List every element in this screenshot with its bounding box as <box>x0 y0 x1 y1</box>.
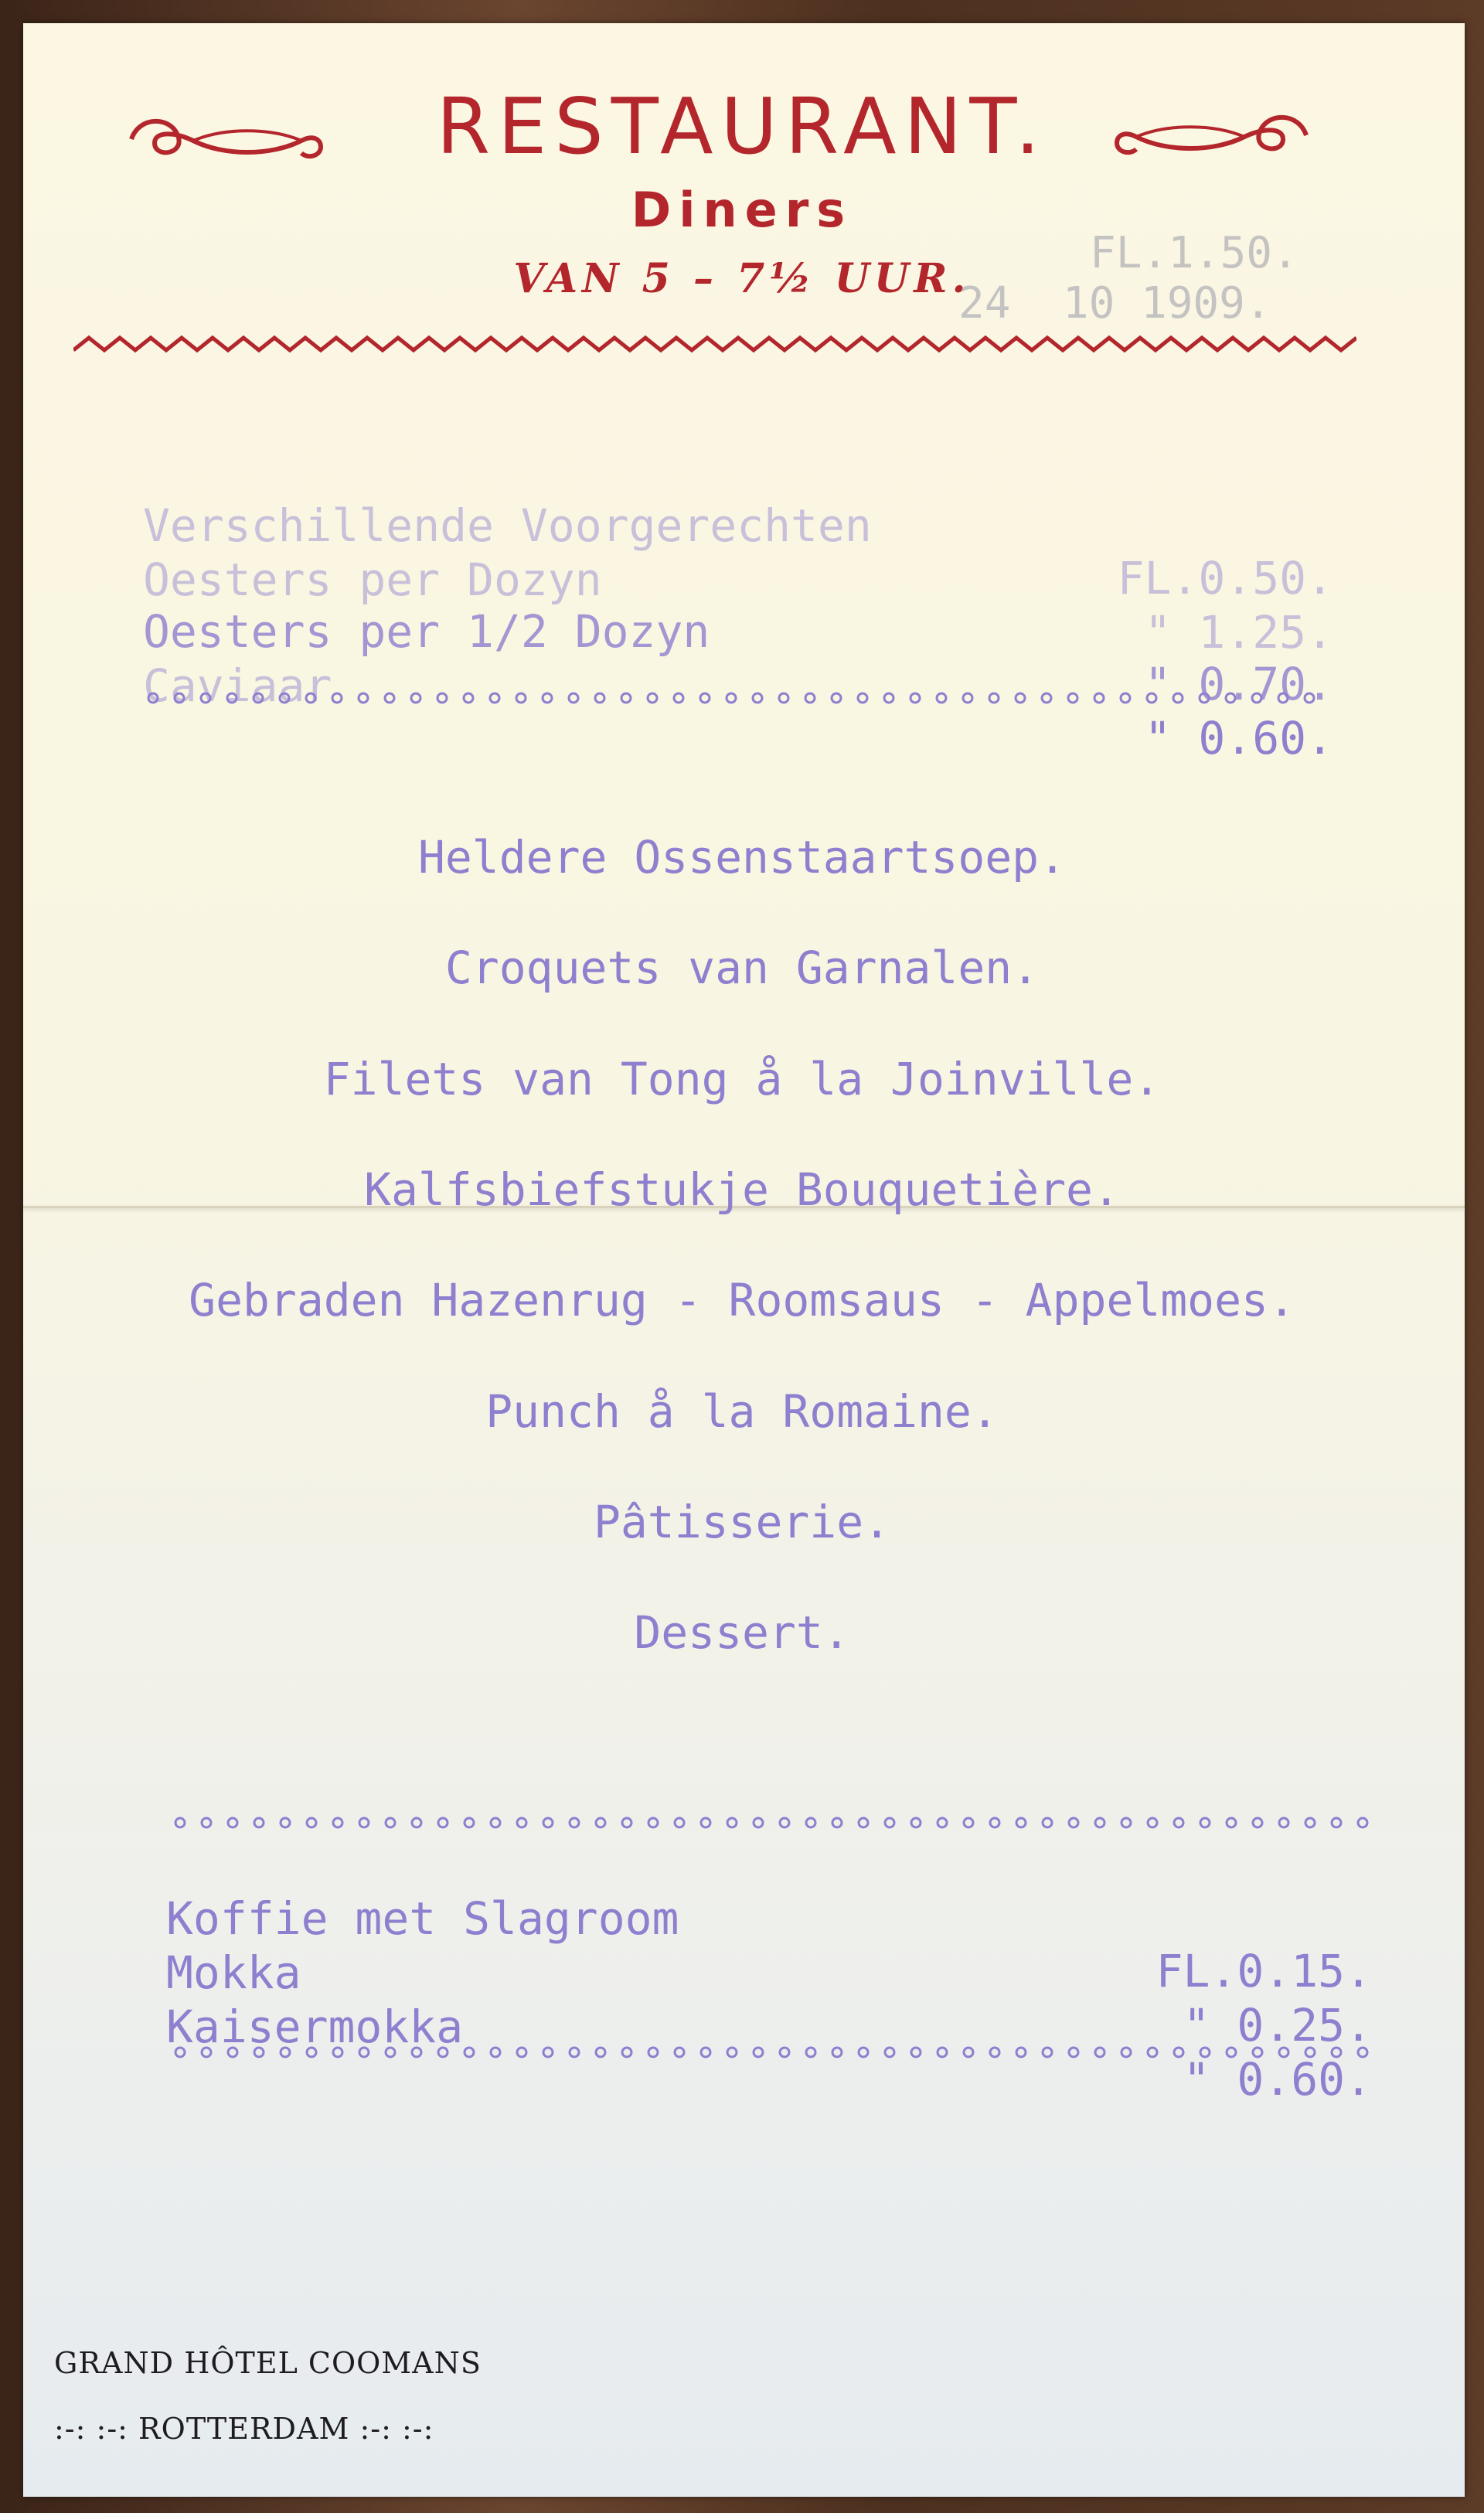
divider-dot <box>910 693 920 703</box>
divider-dot <box>201 693 210 703</box>
starter-item: Verschillende Voorgerechten <box>143 499 872 552</box>
divider-dot <box>438 1818 448 1827</box>
divider-dot <box>1278 693 1288 703</box>
divider-dot <box>1043 2048 1052 2057</box>
menu-card <box>23 23 1465 2497</box>
divider-dot <box>1122 1818 1131 1827</box>
dotted-divider-top <box>147 690 1337 706</box>
divider-dot <box>1147 693 1156 703</box>
divider-dot <box>832 1818 842 1827</box>
divider-dot <box>202 1818 211 1827</box>
divider-dot <box>701 2048 710 2057</box>
divider-dot <box>884 693 893 703</box>
divider-dot <box>937 693 946 703</box>
divider-dot <box>1252 693 1261 703</box>
divider-dot <box>964 1818 973 1827</box>
divider-dot <box>1069 1818 1078 1827</box>
course-item: Kalfsbiefstukje Bouquetière. <box>364 1163 1120 1216</box>
divider-dot <box>1095 2048 1104 2057</box>
divider-dot <box>754 2048 763 2057</box>
coffee-price: " 0.25. <box>1183 1999 1372 2052</box>
divider-dot <box>1016 693 1025 703</box>
divider-dot <box>491 2048 500 2057</box>
course-item: Croquets van Garnalen. <box>444 942 1040 994</box>
starter-price: " 0.60. <box>1144 712 1333 764</box>
divider-dot <box>596 1818 605 1827</box>
divider-dot <box>412 2048 421 2057</box>
divider-dot <box>727 693 736 703</box>
divider-dot <box>175 693 184 703</box>
divider-dot <box>1305 2048 1315 2057</box>
coffee-item: Koffie met Slagroom <box>166 1892 679 1945</box>
divider-dot <box>227 693 237 703</box>
divider-dot <box>281 1818 290 1827</box>
divider-dot <box>1279 2048 1288 2057</box>
divider-dot <box>254 2048 264 2057</box>
divider-dot <box>753 693 762 703</box>
divider-dot <box>332 693 342 703</box>
starter-item: Oesters per 1/2 Dozyn <box>143 605 710 658</box>
divider-dot <box>202 2048 211 2057</box>
starter-item: Caviaar <box>143 659 332 712</box>
divider-dot <box>885 1818 894 1827</box>
divider-dot <box>333 2048 342 2057</box>
divider-dot <box>1332 2048 1341 2057</box>
divider-dot <box>1279 1818 1288 1827</box>
divider-dot <box>1200 693 1209 703</box>
divider-dot <box>570 2048 579 2057</box>
restaurant-title: RESTAURANT. <box>436 81 1048 172</box>
divider-dot <box>938 1818 947 1827</box>
coffee-item: Mokka <box>166 1946 301 1999</box>
divider-dot <box>1200 2048 1210 2057</box>
stamp-price: FL.1.50. <box>1090 228 1298 278</box>
divider-dot <box>754 1818 763 1827</box>
divider-dot <box>675 2048 684 2057</box>
divider-dot <box>832 693 841 703</box>
course-item: Pâtisserie. <box>593 1496 891 1548</box>
divider-dot <box>570 1818 579 1827</box>
divider-dot <box>1122 2048 1131 2057</box>
course-item: Filets van Tong å la Joinville. <box>323 1053 1161 1105</box>
divider-dot <box>1358 2048 1367 2057</box>
divider-dot <box>254 1818 264 1827</box>
divider-dot <box>1148 2048 1157 2057</box>
divider-dot <box>675 1818 684 1827</box>
divider-dot <box>963 693 972 703</box>
divider-dot <box>806 2048 815 2057</box>
divider-dot <box>779 693 788 703</box>
divider-dot <box>1094 693 1104 703</box>
divider-dot <box>1253 2048 1262 2057</box>
divider-dot <box>621 693 631 703</box>
divider-dot <box>569 693 578 703</box>
divider-dot <box>175 2048 185 2057</box>
divider-dot <box>780 2048 789 2057</box>
divider-dot <box>989 693 999 703</box>
divider-dot <box>306 693 315 703</box>
divider-dot <box>1043 1818 1052 1827</box>
divider-dot <box>359 1818 369 1827</box>
divider-dot <box>543 2048 553 2057</box>
coffee-price: " 0.60. <box>1183 2053 1372 2106</box>
divider-dot <box>990 2048 999 2057</box>
divider-dot <box>806 1818 815 1827</box>
divider-dot <box>517 2048 526 2057</box>
divider-dot <box>254 693 263 703</box>
divider-dot <box>386 2048 395 2057</box>
starter-price: FL.0.50. <box>1117 552 1333 604</box>
divider-dot <box>1227 2048 1236 2057</box>
course-item: Punch å la Romaine. <box>485 1385 999 1438</box>
divider-dot <box>885 2048 894 2057</box>
divider-dot <box>938 2048 947 2057</box>
divider-dot <box>386 1818 395 1827</box>
divider-dot <box>517 1818 526 1827</box>
divider-dot <box>280 693 289 703</box>
divider-dot <box>359 2048 369 2057</box>
divider-dot <box>622 1818 631 1827</box>
divider-dot <box>648 693 657 703</box>
hotel-city: :-: :-: ROTTERDAM :-: :-: <box>54 2412 434 2446</box>
divider-dot <box>832 2048 842 2057</box>
course-item: Dessert. <box>634 1606 850 1659</box>
coffee-price: FL.0.15. <box>1156 1945 1372 1997</box>
divider-dot <box>307 1818 316 1827</box>
divider-dot <box>1121 693 1130 703</box>
divider-dot <box>1042 693 1051 703</box>
divider-dot <box>438 2048 448 2057</box>
dotted-divider-bottom <box>174 2045 1376 2060</box>
divider-dot <box>465 1818 474 1827</box>
stamp-date: 24 10 1909. <box>958 278 1271 329</box>
divider-dot <box>465 2048 474 2057</box>
divider-dot <box>516 693 526 703</box>
divider-dot <box>1069 2048 1078 2057</box>
divider-dot <box>281 2048 290 2057</box>
divider-dot <box>1305 1818 1315 1827</box>
divider-dot <box>1016 1818 1026 1827</box>
divider-dot <box>1332 1818 1341 1827</box>
divider-dot <box>1226 693 1235 703</box>
starter-item: Oesters per Dozyn <box>143 553 602 606</box>
divider-dot <box>780 1818 789 1827</box>
divider-dot <box>1253 1818 1262 1827</box>
divider-dot <box>595 693 604 703</box>
divider-dot <box>148 693 158 703</box>
starter-price: " 1.25. <box>1144 606 1333 659</box>
divider-dot <box>1016 2048 1026 2057</box>
divider-dot <box>648 2048 658 2057</box>
divider-dot <box>1358 1818 1367 1827</box>
divider-dot <box>1068 693 1077 703</box>
divider-dot <box>1174 1818 1183 1827</box>
divider-dot <box>700 693 710 703</box>
divider-dot <box>228 2048 237 2057</box>
dinner-hours: VAN 5 – 7½ UUR. <box>513 255 971 302</box>
divider-dot <box>990 1818 999 1827</box>
divider-dot <box>411 693 420 703</box>
divider-dot <box>491 1818 500 1827</box>
divider-dot <box>859 2048 868 2057</box>
divider-dot <box>1305 693 1314 703</box>
divider-dot <box>1174 2048 1183 2057</box>
divider-dot <box>543 1818 553 1827</box>
divider-dot <box>727 1818 737 1827</box>
divider-dot <box>648 1818 658 1827</box>
divider-dot <box>1148 1818 1157 1827</box>
divider-dot <box>911 1818 921 1827</box>
divider-dot <box>596 2048 605 2057</box>
divider-dot <box>674 693 683 703</box>
diners-subtitle: Diners <box>631 182 853 238</box>
divider-dot <box>385 693 394 703</box>
divider-dot <box>543 693 552 703</box>
course-item: Heldere Ossenstaartsoep. <box>417 831 1067 884</box>
coffee-item: Kaisermokka <box>166 2001 464 2053</box>
divider-dot <box>175 1818 185 1827</box>
divider-dot <box>858 693 867 703</box>
divider-dot <box>437 693 447 703</box>
divider-dot <box>333 1818 342 1827</box>
starter-price: " 0.70. <box>1144 658 1333 710</box>
course-item: Gebraden Hazenrug - Roomsaus - Appelmoes. <box>189 1274 1295 1326</box>
divider-dot <box>359 693 368 703</box>
divider-dot <box>1095 1818 1104 1827</box>
divider-dot <box>1200 1818 1210 1827</box>
dotted-divider-middle <box>174 1815 1376 1830</box>
divider-dot <box>727 2048 737 2057</box>
divider-dot <box>701 1818 710 1827</box>
divider-dot <box>805 693 815 703</box>
divider-dot <box>490 693 499 703</box>
hotel-name: GRAND HÔTEL COOMANS <box>54 2346 482 2380</box>
divider-dot <box>307 2048 316 2057</box>
divider-dot <box>622 2048 631 2057</box>
divider-dot <box>1173 693 1183 703</box>
divider-dot <box>1227 1818 1236 1827</box>
divider-dot <box>859 1818 868 1827</box>
divider-dot <box>964 2048 973 2057</box>
divider-dot <box>412 1818 421 1827</box>
divider-dot <box>911 2048 921 2057</box>
divider-dot <box>464 693 473 703</box>
wavy-divider <box>73 329 1356 359</box>
divider-dot <box>228 1818 237 1827</box>
